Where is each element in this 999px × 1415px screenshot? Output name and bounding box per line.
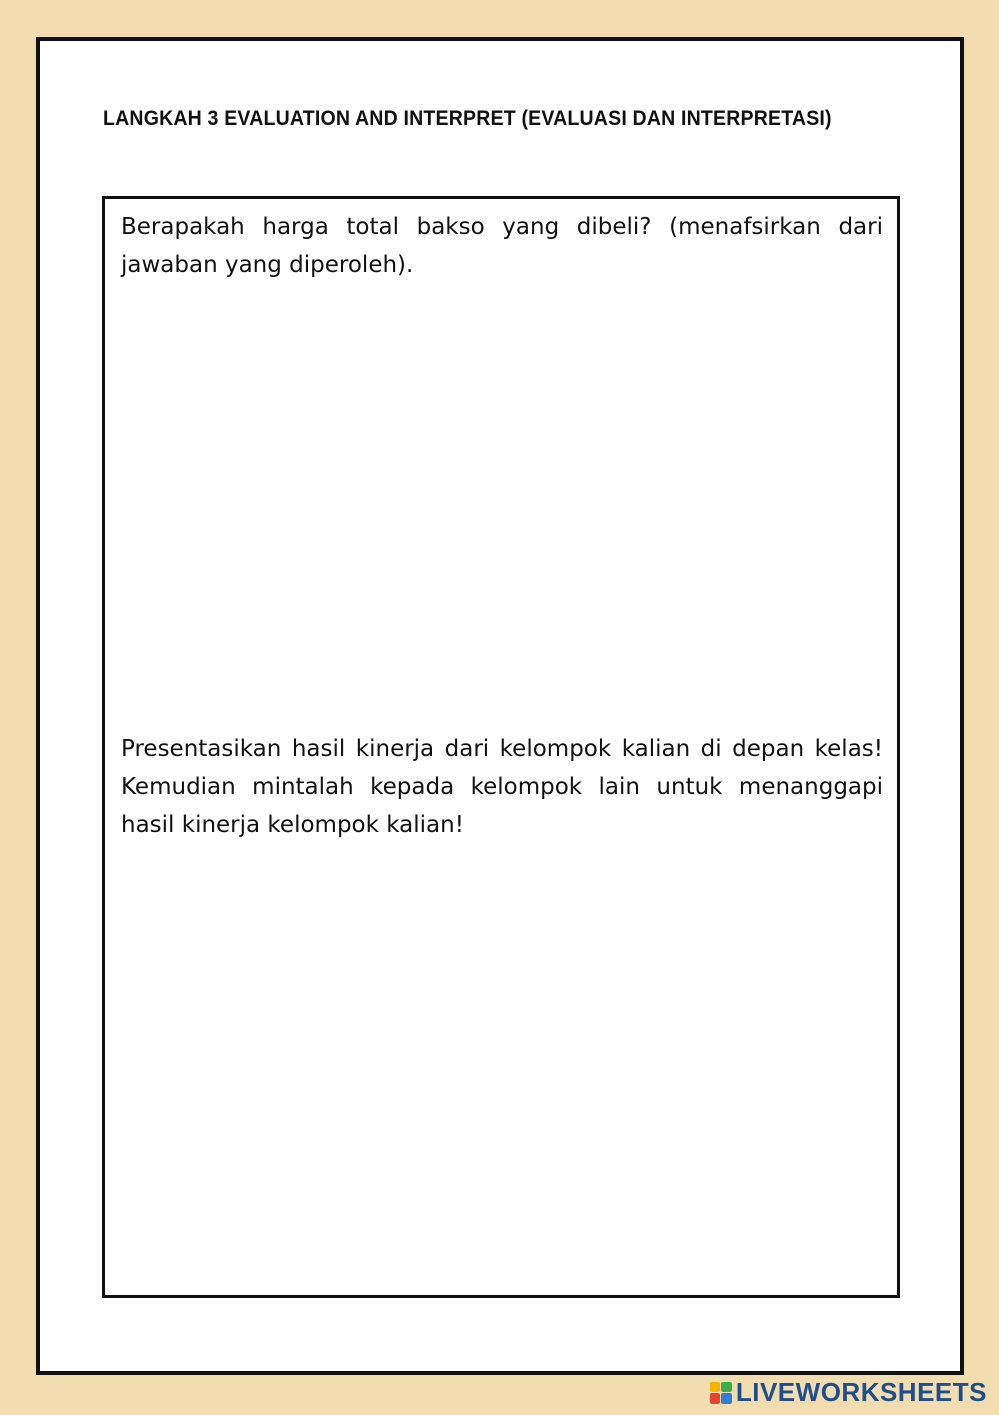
worksheet-page (36, 37, 964, 1375)
answer-area-1[interactable] (121, 291, 883, 711)
step-title: LANGKAH 3 EVALUATION AND INTERPRET (EVALUASI DAN INTERPRETASI) (103, 107, 832, 130)
question-2: Presentasikan hasil kinerja dari kelompok kalian di depan kelas! Kemudian mintalah kepada kelompok lain untuk menanggapi hasil kinerja kelompok kalian! (121, 736, 883, 838)
liveworksheets-brand[interactable] (710, 1377, 987, 1408)
answer-box (102, 196, 900, 1298)
question-1: Berapakah harga total bakso yang dibeli? (menafsirkan dari jawaban yang diperoleh). (121, 214, 883, 278)
brand-name: LIVEWORKSHEETS (735, 1377, 987, 1407)
logo-square-blue (721, 1393, 732, 1404)
logo-square-yellow (710, 1382, 721, 1393)
answer-area-2[interactable] (121, 851, 883, 1276)
liveworksheets-logo-icon (710, 1382, 732, 1404)
logo-square-green (721, 1382, 732, 1393)
logo-square-red (710, 1393, 721, 1404)
